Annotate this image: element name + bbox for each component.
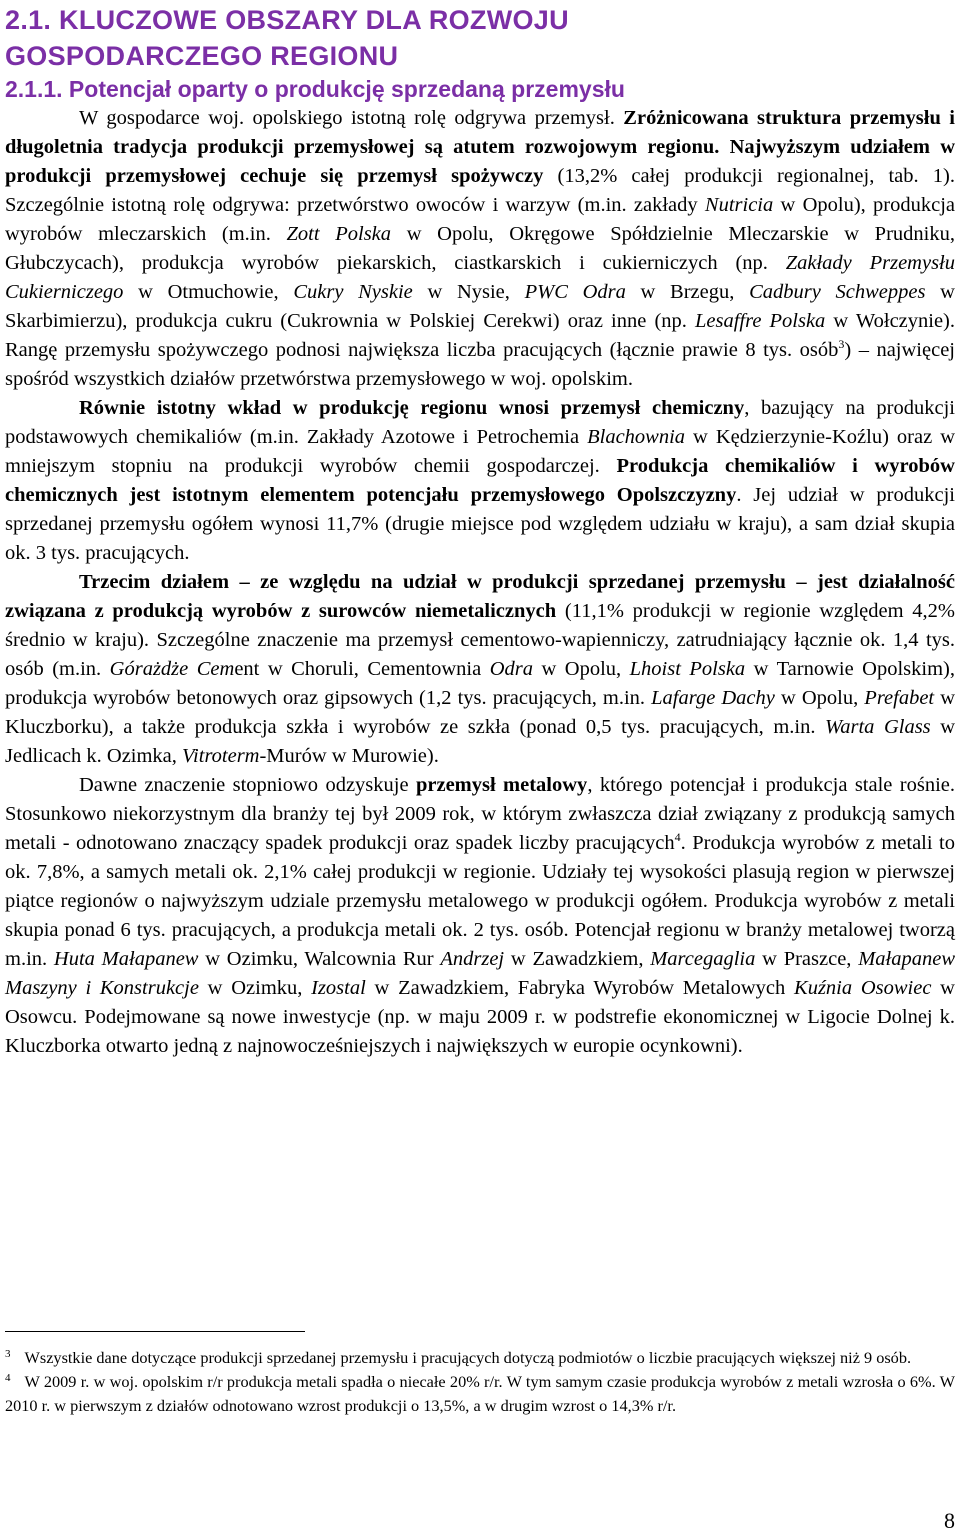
section-heading-line2: GOSPODARCZEGO REGIONU bbox=[5, 41, 399, 71]
document-page bbox=[5, 0, 955, 1061]
page-number: 8 bbox=[944, 1508, 955, 1533]
paragraph-food-industry: W gospodarce woj. opolskiego istotną rolę odgrywa przemysł. Zróżnicowana struktura przemysłu i długoletnia tradycja produkcji przemysłowej są atutem rozwojowym regionu. Najwyższym udziałem w produkcji przemysłowej cechuje się przemysł spożywczy (13,2% całej produkcji regionalnej, tab. 1). Szczególnie istotną rolę odgrywa: przetwórstwo owoców i warzyw (m.in. zakłady Nutricia w Opolu), produkcja wyrobów mleczarskich (m.in. Zott Polska w Opolu, Okręgowe Spółdzielnie Mleczarskie w Prudniku, Głubczycach), produkcja wyrobów piekarskich, ciastkarskich i cukierniczych (np. Zakłady Przemysłu Cukierniczego w Otmuchowie, Cukry Nyskie w Nysie, PWC Odra w Brzegu, Cadbury Schweppes w Skarbimierzu), produkcja cukru (Cukrownia w Polskiej Cerekwi) oraz inne (np. Lesaffre Polska w Wołczynie). Rangę przemysłu spożywczego podnosi największa liczba pracujących (łącznie prawie 8 tys. osób$^3$) – najwięcej spośród wszystkich działów przetwórstwa przemysłowego w woj. opolskim. bbox=[5, 107, 956, 390]
subsection-heading: 2.1.1. Potencjał oparty o produkcję sprzedaną przemysłu bbox=[5, 76, 625, 102]
footnote-4: $^4$ W 2009 r. w woj. opolskim r/r produkcja metali spadła o niecałe 20% r/r. W tym samym czasie produkcja wyrobów z metali wzrosła o 6%. W 2010 r. w pierwszym z działów odnotowano wzrost produkcji o 13,5%, a w drugim wzrost o 14,3% r/r. bbox=[5, 1371, 955, 1415]
footnotes bbox=[5, 1346, 955, 1418]
footnote-separator bbox=[5, 1331, 305, 1332]
paragraph-metal-industry: Dawne znaczenie stopniowo odzyskuje przemysł metalowy, którego potencjał i produkcja stale rośnie. Stosunkowo niekorzystnym dla branży tej był 2009 rok, w którym zwłaszcza dział związany z produkcją samych metali - odnotowano znaczący spadek produkcji oraz spadek liczby pracujących$^4$. Produkcja wyrobów z metali to ok. 7,8%, a samych metali ok. 2,1% całej produkcji w regionie. Udziały tej wysokości plasują region w pierwszej piątce regionów o najwyższym udziale przemysłu metalowego w produkcji ogółem. Produkcja wyrobów z metali skupia ponad 6 tys. pracujących, a produkcja metali ok. 2 tys. osób. Potencjał regionu w branży metalowej tworzą m.in. Huta Małapanew w Ozimku, Walcownia Rur Andrzej w Zawadzkiem, Marcegaglia w Praszce, Małapanew Maszyny i Konstrukcje w Ozimku, Izostal w Zawadzkiem, Fabryka Wyrobów Metalowych Kuźnia Osowiec w Osowcu. Podejmowane są nowe inwestycje (np. w maju 2009 r. w podstrefie ekonomicznej w Ligocie Dolnej k. Kluczborka otwarto jedną z najnowocześniejszych i największych w europie ocynkowni). bbox=[5, 774, 956, 1057]
footnote-3: $^3$ Wszystkie dane dotyczące produkcji sprzedanej przemysłu i pracujących dotyczą podmiotów o liczbie pracujących większej niż 9 osób. bbox=[5, 1347, 912, 1367]
paragraph-nonmetallic-industry: Trzecim działem – ze względu na udział w produkcji sprzedanej przemysłu – jest działalność związana z produkcją wyrobów z surowców niemetalicznych (11,1% produkcji w regionie względem 4,2% średnio w kraju). Szczególne znaczenie ma przemysł cementowo-wapienniczy, zatrudniający łącznie ok. 1,4 tys. osób (m.in. Górażdże Cement w Choruli, Cementownia Odra w Opolu, Lhoist Polska w Tarnowie Opolskim), produkcja wyrobów betonowych oraz gipsowych (1,2 tys. pracujących, m.in. Lafarge Dachy w Opolu, Prefabet w Kluczborku), a także produkcja szkła i wyrobów ze szkła (ponad 0,5 tys. pracujących, m.in. Warta Glass w Jedlicach k. Ozimka, Vitroterm-Murów w Murowie). bbox=[5, 571, 956, 767]
section-heading-line1: 2.1. KLUCZOWE OBSZARY DLA ROZWOJU bbox=[5, 5, 569, 35]
footnote-ref-4[interactable]: 4 bbox=[674, 830, 681, 845]
footnote-ref-3[interactable]: 3 bbox=[838, 337, 845, 352]
paragraph-chemical-industry: Równie istotny wkład w produkcję regionu wnosi przemysł chemiczny, bazujący na produkcji podstawowych chemikaliów (m.in. Zakłady Azotowe i Petrochemia Blachownia w Kędzierzynie-Koźlu) oraz w mniejszym stopniu na produkcji wyrobów chemii gospodarczej. Produkcja chemikaliów i wyrobów chemicznych jest istotnym elementem potencjału przemysłowego Opolszczyzny. Jej udział w produkcji sprzedanej przemysłu ogółem wynosi 11,7% (drugie miejsce pod względem udziału w kraju), a sam dział skupia ok. 3 tys. pracujących. bbox=[5, 397, 955, 564]
